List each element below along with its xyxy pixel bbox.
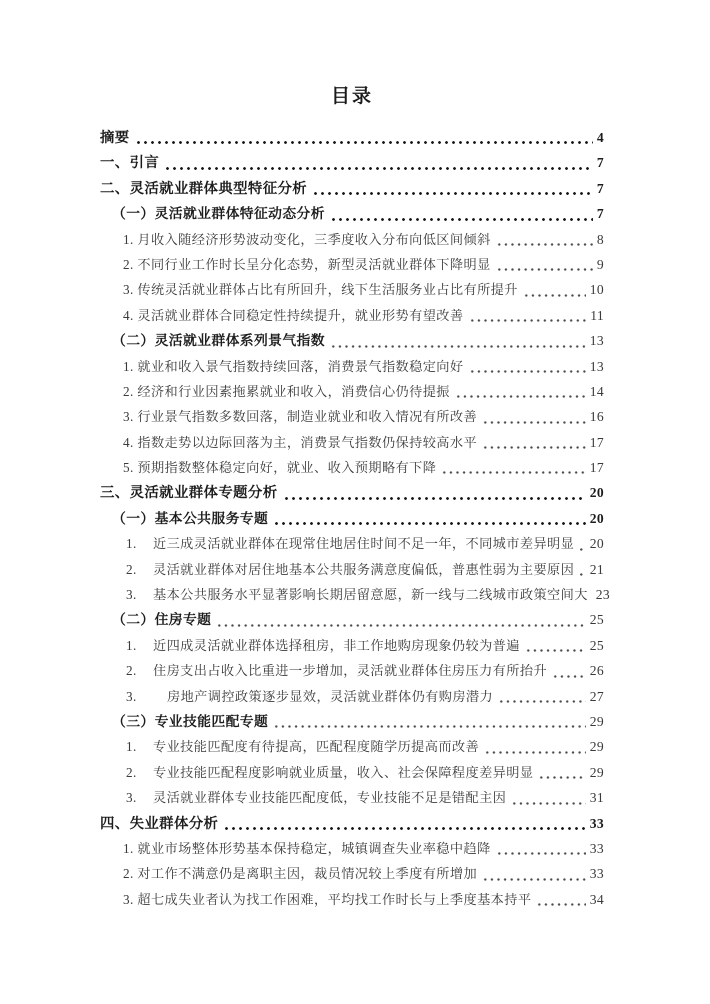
toc-entry-title: 灵活就业群体专业技能匹配度低，专业技能不足是错配主因	[153, 790, 507, 806]
dot-leader	[464, 303, 591, 328]
toc-entry-title: 1. 就业和收入景气指数持续回落，消费景气指数稳定向好	[123, 358, 464, 374]
toc-entry-page: 26	[589, 663, 604, 679]
toc-entry-number: 2.	[126, 663, 137, 679]
toc-entry-number: 3.	[126, 790, 137, 806]
page-title: 目录	[330, 86, 373, 107]
dot-leader	[477, 861, 590, 886]
toc-entry[interactable]	[100, 201, 604, 226]
toc-entry-title: 2. 不同行业工作时长呈分化态势，新型灵活就业群体下降明显	[123, 256, 491, 272]
dot-leader	[325, 328, 590, 353]
dot-leader	[574, 531, 590, 556]
toc-entry-page: 13	[589, 333, 604, 349]
toc-entry-title: 摘要	[100, 130, 130, 146]
toc-entry-title: 2. 经济和行业因素拖累就业和收入，消费信心仍待提振	[123, 383, 450, 399]
dot-leader	[159, 150, 597, 175]
toc-entry-page: 9	[596, 256, 604, 272]
toc-entry-page: 7	[596, 180, 604, 196]
toc-list	[100, 125, 610, 912]
dot-leader	[518, 277, 590, 302]
toc-entry-title: 专业技能匹配度有待提高，匹配程度随学历提高而改善	[153, 739, 480, 755]
toc-entry[interactable]	[100, 734, 604, 759]
toc-entry[interactable]	[100, 658, 604, 683]
dot-leader	[479, 734, 590, 759]
toc-entry[interactable]	[100, 354, 604, 379]
toc-entry-title: 4. 指数走势以边际回落为主，消费景气指数仍保持较高水平	[123, 434, 478, 450]
toc-entry-page: 29	[589, 739, 604, 755]
toc-entry-page: 20	[589, 485, 604, 501]
toc-entry-page: 29	[589, 713, 604, 729]
toc-entry-title: 四、失业群体分析	[100, 815, 219, 832]
toc-entry-page: 7	[596, 155, 604, 171]
toc-entry[interactable]	[100, 861, 604, 886]
dot-leader	[307, 176, 597, 201]
toc-entry-title: （一）灵活就业群体特征动态分析	[112, 206, 325, 222]
toc-entry-page: 34	[589, 891, 604, 907]
toc-entry-title: 1. 月收入随经济形势波动变化，三季度收入分布向低区间倾斜	[123, 231, 491, 247]
toc-entry-page: 13	[589, 358, 604, 374]
toc-entry[interactable]	[100, 252, 604, 277]
toc-entry-page: 21	[589, 561, 604, 577]
toc-entry-number: 1.	[126, 536, 137, 552]
toc-entry-number: 1.	[126, 637, 137, 653]
dot-leader	[130, 125, 597, 150]
toc-entry-title: 三、灵活就业群体专题分析	[100, 485, 278, 502]
dot-leader	[268, 709, 590, 734]
toc-entry-title: 2. 对工作不满意仍是离职主因，裁员情况较上季度有所增加	[123, 866, 478, 882]
toc-entry-page: 20	[589, 510, 604, 526]
toc-entry-page: 31	[589, 790, 604, 806]
toc-entry-page: 17	[589, 434, 604, 450]
toc-entry-title: 3. 超七成失业者认为找工作困难，平均找工作时长与上季度基本持平	[123, 891, 532, 907]
dot-leader	[491, 252, 597, 277]
toc-entry-title: 二、灵活就业群体典型特征分析	[100, 180, 308, 197]
toc-entry-title: 近三成灵活就业群体在现常住地居住时间不足一年，不同城市差异明显	[153, 536, 575, 552]
toc-entry-title: （二）灵活就业群体系列景气指数	[112, 333, 325, 349]
toc-entry[interactable]	[100, 836, 604, 861]
toc-entry-page: 23	[595, 587, 610, 603]
toc-entry[interactable]	[100, 455, 604, 480]
dot-leader	[520, 633, 590, 658]
toc-entry-page: 14	[589, 383, 604, 399]
toc-entry[interactable]	[100, 811, 604, 836]
dot-leader	[436, 455, 589, 480]
toc-entry[interactable]	[100, 684, 604, 709]
toc-entry-title: 住房支出占收入比重进一步增加，灵活就业群体住房压力有所抬升	[153, 663, 548, 679]
toc-entry[interactable]	[100, 430, 604, 455]
dot-leader	[493, 684, 590, 709]
dot-leader	[464, 354, 590, 379]
dot-leader	[218, 811, 589, 836]
toc-entry[interactable]	[100, 785, 604, 810]
toc-entry[interactable]	[100, 557, 604, 582]
toc-entry[interactable]	[100, 150, 604, 175]
dot-leader	[491, 836, 590, 861]
toc-entry-title: 4. 灵活就业群体合同稳定性持续提升，就业形势有望改善	[123, 307, 464, 323]
toc-entry[interactable]	[100, 887, 604, 912]
toc-entry-title: 3. 传统灵活就业群体占比有所回升，线下生活服务业占比有所提升	[123, 282, 518, 298]
toc-entry[interactable]	[100, 379, 604, 404]
toc-entry-title: （二）住房专题	[112, 612, 212, 628]
toc-entry-page: 16	[589, 409, 604, 425]
toc-entry-page: 8	[596, 231, 604, 247]
toc-entry-page: 33	[589, 815, 604, 831]
toc-entry-number: 2.	[126, 764, 137, 780]
toc-entry[interactable]	[100, 125, 604, 150]
toc-entry[interactable]	[100, 531, 604, 556]
toc-entry[interactable]	[100, 303, 604, 328]
toc-entry-page: 20	[589, 536, 604, 552]
dot-leader	[531, 887, 589, 912]
toc-entry-title: （一）基本公共服务专题	[112, 510, 269, 526]
toc-entry-number: 2.	[126, 561, 137, 577]
dot-leader	[547, 658, 590, 683]
dot-leader	[477, 404, 590, 429]
toc-entry-title: 1. 就业市场整体形势基本保持稳定，城镇调查失业率稳中趋降	[123, 840, 491, 856]
toc-entry[interactable]	[100, 176, 604, 201]
toc-entry[interactable]	[100, 328, 604, 353]
dot-leader	[506, 785, 590, 810]
toc-entry-number: 1.	[126, 739, 137, 755]
toc-entry-page: 33	[589, 866, 604, 882]
toc-entry-page: 10	[589, 282, 604, 298]
toc-entry-number: 3.	[126, 587, 137, 603]
dot-leader	[574, 557, 590, 582]
toc-entry-title: 专业技能匹配程度影响就业质量，收入、社会保障程度差异明显	[153, 764, 534, 780]
dot-leader	[450, 379, 590, 404]
toc-entry[interactable]	[100, 760, 604, 785]
toc-entry-page: 4	[596, 130, 604, 145]
dot-leader	[588, 582, 596, 607]
toc-entry[interactable]	[100, 709, 604, 734]
toc-entry[interactable]	[100, 506, 604, 531]
toc-entry[interactable]	[100, 607, 604, 632]
toc-entry-page: 7	[596, 206, 604, 222]
toc-entry-number: 3.	[126, 688, 137, 704]
dot-leader	[278, 480, 590, 505]
toc-entry-title: 一、引言	[100, 155, 160, 172]
dot-leader	[477, 430, 590, 455]
toc-entry-title: 近四成灵活就业群体选择租房，非工作地购房现象仍较为普遍	[153, 637, 520, 653]
toc-entry-title: 3. 行业景气指数多数回落，制造业就业和收入情况有所改善	[123, 409, 478, 425]
toc-entry-page: 29	[589, 764, 604, 780]
dot-leader	[325, 201, 597, 226]
dot-leader	[533, 760, 589, 785]
toc-entry-title: 灵活就业群体对居住地基本公共服务满意度偏低，普惠性弱为主要原因	[153, 561, 575, 577]
dot-leader	[268, 506, 590, 531]
toc-entry-title: （三）专业技能匹配专题	[112, 713, 269, 729]
toc-entry[interactable]	[100, 404, 604, 429]
dot-leader	[211, 607, 589, 632]
toc-entry-title: 房地产调控政策逐步显效，灵活就业群体仍有购房潜力	[167, 688, 494, 704]
toc-entry[interactable]	[100, 277, 604, 302]
toc-entry-page: 17	[589, 460, 604, 476]
toc-entry-page: 11	[590, 307, 604, 323]
toc-entry[interactable]	[100, 480, 604, 505]
toc-entry[interactable]	[100, 227, 604, 252]
toc-entry-page: 27	[589, 688, 604, 704]
toc-entry-page: 25	[589, 637, 604, 653]
dot-leader	[491, 227, 597, 252]
toc-entry-title: 基本公共服务水平显著影响长期居留意愿，新一线与二线城市政策空间大	[153, 587, 588, 603]
toc-entry[interactable]	[100, 633, 604, 658]
toc-entry-title: 5. 预期指数整体稳定向好，就业、收入预期略有下降	[123, 460, 437, 476]
toc-entry-page: 33	[589, 840, 604, 856]
toc-entry[interactable]	[100, 582, 610, 607]
toc-entry-page: 25	[589, 612, 604, 628]
